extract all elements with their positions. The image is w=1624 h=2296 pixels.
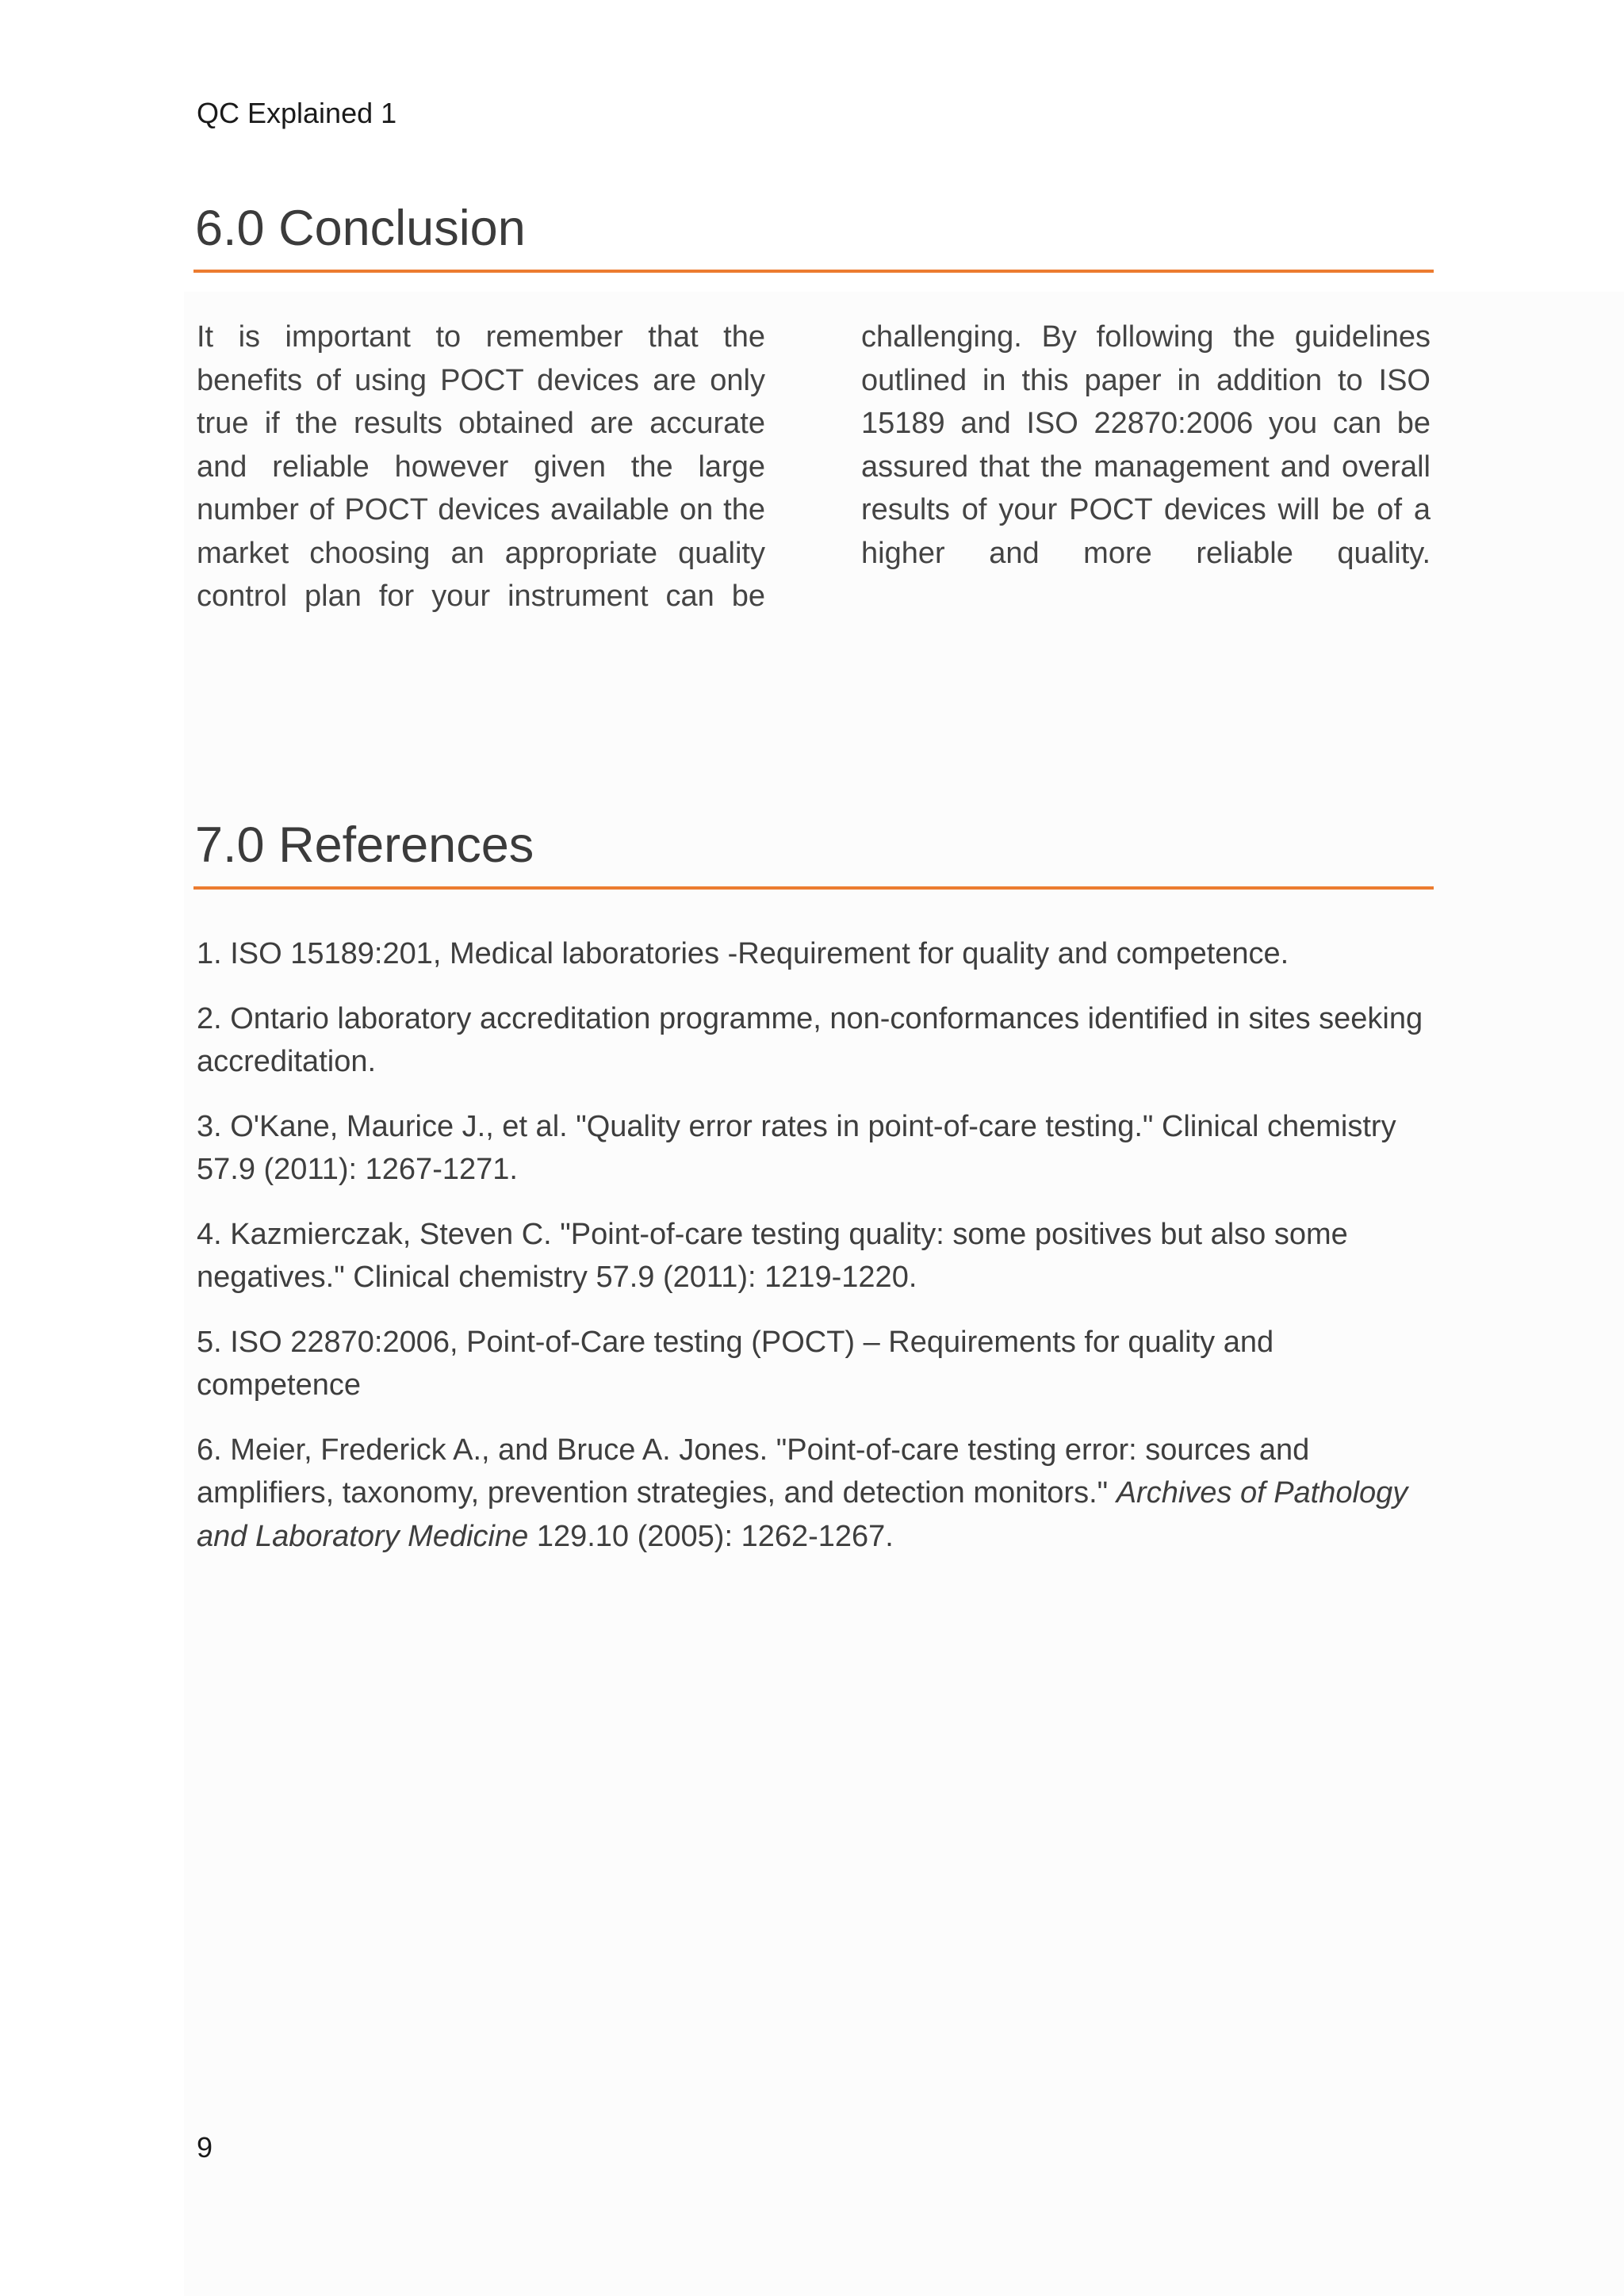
conclusion-column-left [197,316,765,618]
running-header: QC Explained 1 [197,97,397,129]
conclusion-line: higher and more reliable quality. [861,536,1431,570]
conclusion-heading-rule [193,270,1434,273]
conclusion-line: benefits of using POCT devices are only [197,363,765,397]
conclusion-line: It is important to remember that the [197,320,765,354]
references-heading-rule [193,886,1434,890]
conclusion-column-right [861,316,1431,575]
conclusion-line: market choosing an appropriate quality [197,536,765,570]
references-heading: 7.0 References [195,817,534,873]
reference-item: 1. ISO 15189:201, Medical laboratories -Requirement for quality and competence. [197,937,1289,970]
reference-item [197,1429,1434,1559]
reference-item: 4. Kazmierczak, Steven C. "Point-of-care testing quality: some positives but also some negatives." Clinical chemistry 57.9 (2011): 1219-1220. [197,1217,1348,1294]
conclusion-line: number of POCT devices available on the [197,493,765,526]
reference-item: 2. Ontario laboratory accreditation programme, non-conformances identified in sites seeking accreditation. [197,1001,1423,1078]
reference-text: 6. Meier, Frederick A., and Bruce A. Jones. "Point-of-care testing error: sources and amplifiers, taxonomy, prevention strategies, and detection monitors." [197,1433,1310,1510]
conclusion-line: and reliable however given the large [197,450,765,484]
conclusion-line: 15189 and ISO 22870:2006 you can be [861,407,1431,440]
reference-item: 5. ISO 22870:2006, Point-of-Care testing (POCT) – Requirements for quality and competence [197,1325,1274,1402]
conclusion-line: control plan for your instrument can be [197,580,765,613]
conclusion-line: assured that the management and overall [861,450,1431,484]
conclusion-line: true if the results obtained are accurate [197,407,765,440]
conclusion-line: outlined in this paper in addition to ISO [861,363,1431,397]
conclusion-heading: 6.0 Conclusion [195,201,526,256]
references-list [197,932,1434,1579]
reference-journal-title: Archives of Pathology and Laboratory Medicine [197,1476,1408,1553]
conclusion-line: results of your POCT devices will be of a [861,493,1431,526]
reference-text: 129.10 (2005): 1262-1267. [528,1519,894,1553]
page-number: 9 [197,2131,213,2164]
reference-item: 3. O'Kane, Maurice J., et al. "Quality error rates in point-of-care testing." Clinical chemistry 57.9 (2011): 1267-1271. [197,1109,1396,1186]
conclusion-line: challenging. By following the guidelines [861,320,1431,354]
